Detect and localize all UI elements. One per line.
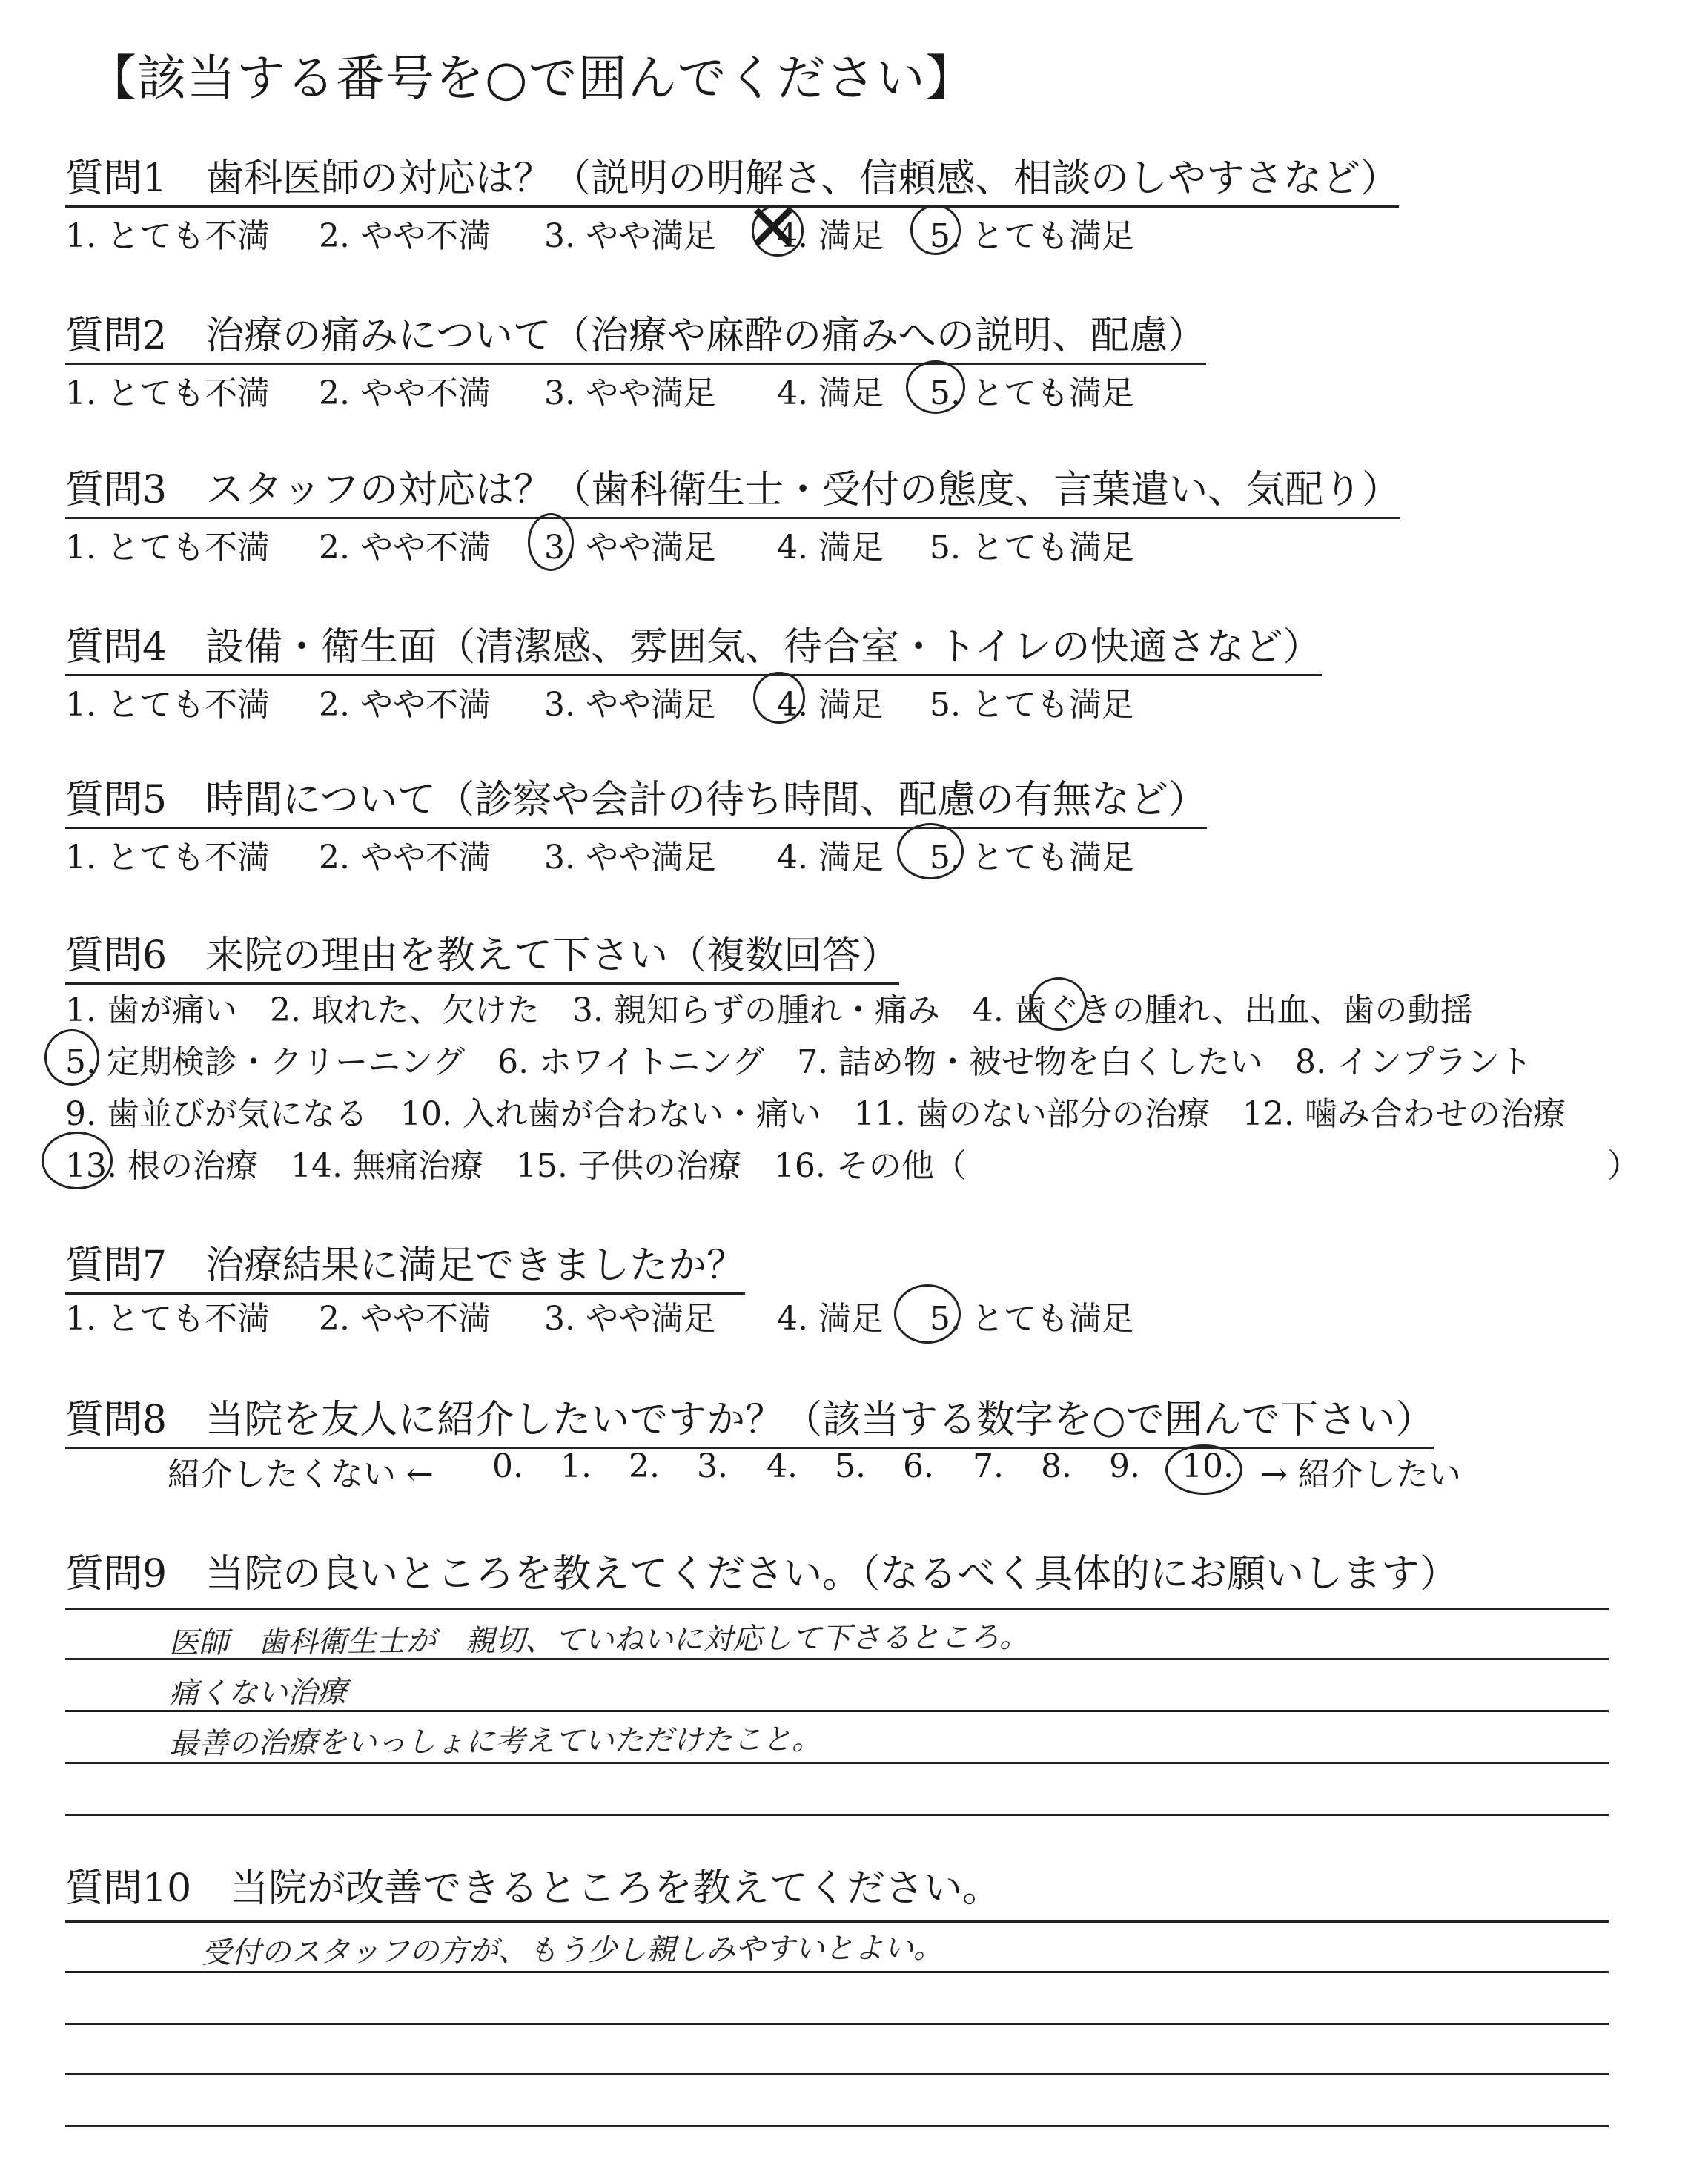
q8-scale-1[interactable]: 1.: [560, 1447, 592, 1485]
q3-option-2[interactable]: 2. やや不満: [319, 529, 491, 567]
q6-options-line-2[interactable]: 5. 定期検診・クリーニング 6. ホワイトニング 7. 詰め物・被せ物を白くしたい 8. インプラント: [65, 1043, 1533, 1081]
q3-option-3[interactable]: 3. やや満足: [544, 529, 716, 567]
q1-option-2[interactable]: 2. やや不満: [319, 217, 491, 255]
q3-option-4[interactable]: 4. 満足: [777, 529, 884, 567]
q7-option-4[interactable]: 4. 満足: [777, 1300, 884, 1338]
q8-scale-10[interactable]: 10.: [1182, 1447, 1234, 1485]
q1-option-5[interactable]: 5. とても満足: [930, 217, 1134, 255]
q6-answer-circle-13: [42, 1132, 113, 1189]
q2-option-4[interactable]: 4. 満足: [777, 374, 884, 412]
q9-answer-line-1: 医師 歯科衛生士が 親切、ていねいに対応して下さるところ。: [168, 1619, 1030, 1660]
question-2-title: 質問2 治療の痛みについて（治療や麻酔の痛みへの説明、配慮）: [65, 304, 1206, 365]
q2-option-3[interactable]: 3. やや満足: [544, 374, 716, 412]
q8-left-label: 紹介したくない ←: [168, 1456, 434, 1493]
question-3-title: 質問3 スタッフの対応は？（歯科衛生士・受付の態度、言葉遣い、気配り）: [65, 458, 1400, 519]
q10-answer-rule-5: [65, 2125, 1609, 2127]
q6-other-close-paren: ）: [1607, 1147, 1640, 1185]
q6-answer-circle-5: [44, 1029, 99, 1086]
q5-option-4[interactable]: 4. 満足: [777, 839, 884, 876]
q6-options-line-3[interactable]: 9. 歯並びが気になる 10. 入れ歯が合わない・痛い 11. 歯のない部分の治療 12. 噛み合わせの治療: [65, 1095, 1566, 1133]
q10-answer-rule-2: [65, 1971, 1609, 1973]
q8-answer-circle: [1165, 1444, 1242, 1495]
q2-answer-circle: [906, 360, 965, 414]
question-9-title: 質問9 当院の良いところを教えてください。（なるべく具体的にお願いします）: [65, 1552, 1459, 1596]
q8-scale-5[interactable]: 5.: [835, 1447, 866, 1485]
q7-option-2[interactable]: 2. やや不満: [319, 1300, 491, 1338]
question-6-title: 質問6 来院の理由を教えて下さい（複数回答）: [65, 924, 899, 985]
q7-option-3[interactable]: 3. やや満足: [544, 1300, 716, 1338]
q5-option-5[interactable]: 5. とても満足: [930, 839, 1134, 876]
q9-answer-line-2: 痛くない治療: [168, 1675, 348, 1711]
q10-answer-rule-1: [65, 1920, 1609, 1923]
q5-option-1[interactable]: 1. とても不満: [65, 839, 270, 876]
q8-scale-4[interactable]: 4.: [767, 1447, 798, 1485]
q9-answer-rule-1: [65, 1608, 1609, 1610]
q7-option-1[interactable]: 1. とても不満: [65, 1300, 270, 1338]
question-8-title: 質問8 当院を友人に紹介したいですか？（該当する数字を○で囲んで下さい）: [65, 1388, 1434, 1449]
q5-option-2[interactable]: 2. やや不満: [319, 839, 491, 876]
q1-answer-circle: [910, 205, 961, 255]
q5-answer-circle: [897, 823, 964, 879]
q2-option-5[interactable]: 5. とても満足: [930, 374, 1134, 412]
q4-option-1[interactable]: 1. とても不満: [65, 686, 270, 724]
q1-option-4[interactable]: 4. 満足: [777, 217, 884, 255]
q3-option-1[interactable]: 1. とても不満: [65, 529, 270, 567]
q10-answer-line-1: 受付のスタッフの方が、もう少し親しみやすいとよい。: [201, 1931, 944, 1970]
q8-scale-0[interactable]: 0.: [492, 1447, 523, 1485]
q4-option-5[interactable]: 5. とても満足: [930, 686, 1134, 724]
q2-option-2[interactable]: 2. やや不満: [319, 374, 491, 412]
q8-scale-9[interactable]: 9.: [1109, 1447, 1140, 1485]
q9-answer-line-3: 最善の治療をいっしょに考えていただけたこと。: [168, 1722, 822, 1761]
q1-option-1[interactable]: 1. とても不満: [65, 217, 270, 255]
q8-right-label: → 紹介したい: [1260, 1456, 1461, 1493]
q3-option-5[interactable]: 5. とても満足: [930, 529, 1134, 567]
q8-scale-7[interactable]: 7.: [973, 1447, 1004, 1485]
question-4-title: 質問4 設備・衛生面（清潔感、雰囲気、待合室・トイレの快適さなど）: [65, 615, 1322, 676]
q10-answer-rule-3: [65, 2023, 1609, 2025]
q6-options-line-4[interactable]: 13. 根の治療 14. 無痛治療 15. 子供の治療 16. その他（: [65, 1147, 967, 1185]
q4-option-2[interactable]: 2. やや不満: [319, 686, 491, 724]
q2-option-1[interactable]: 1. とても不満: [65, 374, 270, 412]
q1-option-3[interactable]: 3. やや満足: [544, 217, 716, 255]
question-5-title: 質問5 時間について（診察や会計の待ち時間、配慮の有無など）: [65, 768, 1207, 829]
q4-answer-circle: [753, 672, 805, 724]
q7-answer-circle: [894, 1284, 961, 1344]
q9-answer-rule-4: [65, 1762, 1609, 1764]
question-10-title: 質問10 当院が改善できるところを教えてください。: [65, 1866, 1002, 1911]
q9-answer-rule-5: [65, 1814, 1609, 1816]
q6-answer-circle-4: [1030, 977, 1087, 1031]
q3-answer-circle: [528, 513, 574, 571]
q8-scale-2[interactable]: 2.: [629, 1447, 660, 1485]
q8-scale-8[interactable]: 8.: [1041, 1447, 1072, 1485]
q6-options-line-1[interactable]: 1. 歯が痛い 2. 取れた、欠けた 3. 親知らずの腫れ・痛み 4. 歯ぐきの腫れ、出血、歯の動揺: [65, 991, 1473, 1029]
q1-cross-mark-icon: ✕: [746, 190, 801, 266]
q4-option-3[interactable]: 3. やや満足: [544, 686, 716, 724]
q7-option-5[interactable]: 5. とても満足: [930, 1300, 1134, 1338]
form-header: 【該当する番号を○で囲んでください】: [87, 50, 976, 107]
q4-option-4[interactable]: 4. 満足: [777, 686, 884, 724]
question-7-title: 質問7 治療結果に満足できましたか？: [65, 1234, 745, 1295]
q5-option-3[interactable]: 3. やや満足: [544, 839, 716, 876]
q10-answer-rule-4: [65, 2073, 1609, 2075]
question-1-title: 質問1 歯科医師の対応は？（説明の明解さ、信頼感、相談のしやすさなど）: [65, 147, 1399, 208]
q8-scale-6[interactable]: 6.: [903, 1447, 934, 1485]
q8-scale-3[interactable]: 3.: [697, 1447, 728, 1485]
